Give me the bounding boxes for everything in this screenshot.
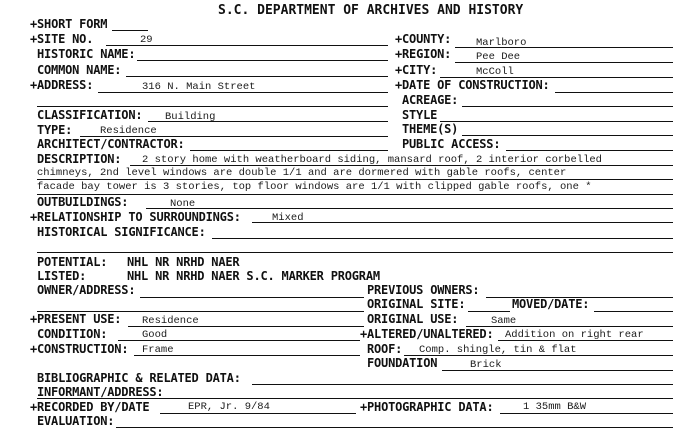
relationship-line xyxy=(252,222,673,223)
date-construction-line xyxy=(555,92,673,93)
roof-value: Comp. shingle, tin & flat xyxy=(419,344,577,356)
city-label: +CITY: xyxy=(395,63,438,77)
date-construction-label: +DATE OF CONSTRUCTION: xyxy=(395,78,550,92)
evaluation-label: EVALUATION: xyxy=(37,414,115,428)
photographic-value: 1 35mm B&W xyxy=(523,401,587,413)
architect-label: ARCHITECT/CONTRACTOR: xyxy=(37,137,185,151)
public-access-line xyxy=(506,150,673,151)
historical-significance-line-2 xyxy=(37,252,673,253)
construction-label: +CONSTRUCTION: xyxy=(30,342,129,356)
description-text-2: chimneys, 2nd level windows are double 1/1 and are dormered with gable roofs, center xyxy=(37,167,567,179)
classification-label: CLASSIFICATION: xyxy=(37,108,143,122)
classification-line xyxy=(148,121,388,122)
description-line-1 xyxy=(130,165,673,166)
short-form-label: +SHORT FORM xyxy=(30,17,108,31)
listed-label: LISTED: xyxy=(37,269,87,283)
address-label: +ADDRESS: xyxy=(30,78,94,92)
photographic-label: +PHOTOGRAPHIC DATA: xyxy=(360,400,494,414)
altered-value: Addition on right rear xyxy=(505,329,644,341)
original-use-value: Same xyxy=(491,315,517,327)
construction-value: Frame xyxy=(142,344,174,356)
address-value: 316 N. Main Street xyxy=(142,81,256,93)
present-use-line xyxy=(128,326,364,327)
potential-label: POTENTIAL: xyxy=(37,255,108,269)
moved-date-label: MOVED/DATE: xyxy=(512,297,590,311)
roof-label: ROOF: xyxy=(367,342,403,356)
description-label: DESCRIPTION: xyxy=(37,152,122,166)
style-label: STYLE xyxy=(402,108,438,122)
site-no-label: +SITE NO. xyxy=(30,32,94,46)
evaluation-line xyxy=(116,427,673,428)
construction-line xyxy=(134,355,360,356)
outbuildings-line xyxy=(146,208,673,209)
city-value: McColl xyxy=(476,66,514,78)
style-line xyxy=(440,121,673,122)
description-text-1: 2 story home with weatherboard siding, mansard roof, 2 interior corbelled xyxy=(142,154,602,166)
informant-line xyxy=(37,398,673,399)
relationship-value: Mixed xyxy=(272,212,304,224)
original-site-label: ORIGINAL SITE: xyxy=(367,297,466,311)
potential-options: NHL NR NRHD NAER xyxy=(127,255,240,269)
short-form-line xyxy=(112,30,148,31)
acreage-line xyxy=(462,106,673,107)
foundation-label: FOUNDATION xyxy=(367,356,438,370)
common-name-line xyxy=(126,76,388,77)
common-name-label: COMMON NAME: xyxy=(37,63,122,77)
architect-line xyxy=(190,150,388,151)
present-use-value: Residence xyxy=(142,315,199,327)
form-title: S.C. DEPARTMENT OF ARCHIVES AND HISTORY xyxy=(218,3,524,18)
county-value: Marlboro xyxy=(476,37,527,49)
recorded-by-value: EPR, Jr. 9/84 xyxy=(188,401,270,413)
relationship-label: +RELATIONSHIP TO SURROUNDINGS: xyxy=(30,210,241,224)
condition-line xyxy=(118,340,360,341)
region-line xyxy=(455,62,673,63)
site-no-value: 29 xyxy=(140,34,153,46)
classification-value: Building xyxy=(165,111,216,123)
original-use-label: ORIGINAL USE: xyxy=(367,312,459,326)
condition-label: CONDITION: xyxy=(37,327,108,341)
type-label: TYPE: xyxy=(37,123,73,137)
altered-line xyxy=(498,340,673,341)
outbuildings-label: OUTBUILDINGS: xyxy=(37,195,129,209)
recorded-by-line xyxy=(160,413,356,414)
owner-address-label: OWNER/ADDRESS: xyxy=(37,283,136,297)
description-text-3: facade bay tower is 3 stories, top floor windows are 1/1 with clipped gable roofs, one * xyxy=(37,181,592,193)
county-line xyxy=(455,47,673,48)
region-value: Pee Dee xyxy=(476,51,521,63)
site-no-line xyxy=(106,45,388,46)
historic-name-line xyxy=(137,60,388,61)
public-access-label: PUBLIC ACCESS: xyxy=(402,137,501,151)
address-line-2 xyxy=(37,106,388,107)
informant-label: INFORMANT/ADDRESS: xyxy=(37,385,164,399)
description-line-3 xyxy=(37,194,673,195)
historical-significance-line xyxy=(212,238,673,239)
bibliographic-label: BIBLIOGRAPHIC & RELATED DATA: xyxy=(37,371,241,385)
acreage-label: ACREAGE: xyxy=(402,93,459,107)
address-line xyxy=(98,92,388,93)
original-use-line xyxy=(466,326,673,327)
bibliographic-line xyxy=(252,384,673,385)
condition-value: Good xyxy=(142,329,168,341)
foundation-value: Brick xyxy=(470,359,502,371)
photographic-line xyxy=(500,413,673,414)
owner-address-line xyxy=(140,297,364,298)
listed-options: NHL NR NRHD NAER S.C. MARKER PROGRAM xyxy=(127,269,380,283)
outbuildings-value: None xyxy=(170,198,196,210)
themes-line xyxy=(462,135,673,136)
type-value: Residence xyxy=(100,125,157,137)
altered-label: +ALTERED/UNALTERED: xyxy=(360,327,494,341)
previous-owners-label: PREVIOUS OWNERS: xyxy=(367,283,480,297)
foundation-line xyxy=(442,370,673,371)
moved-date-line xyxy=(594,311,673,312)
roof-line xyxy=(404,355,673,356)
region-label: +REGION: xyxy=(395,47,452,61)
present-use-label: +PRESENT USE: xyxy=(30,312,122,326)
original-site-line xyxy=(468,311,510,312)
description-line-2 xyxy=(37,179,673,180)
themes-label: THEME(S) xyxy=(402,122,459,136)
historic-name-label: HISTORIC NAME: xyxy=(37,47,136,61)
county-label: +COUNTY: xyxy=(395,32,452,46)
recorded-by-label: +RECORDED BY/DATE xyxy=(30,400,150,414)
historical-significance-label: HISTORICAL SIGNIFICANCE: xyxy=(37,225,206,239)
